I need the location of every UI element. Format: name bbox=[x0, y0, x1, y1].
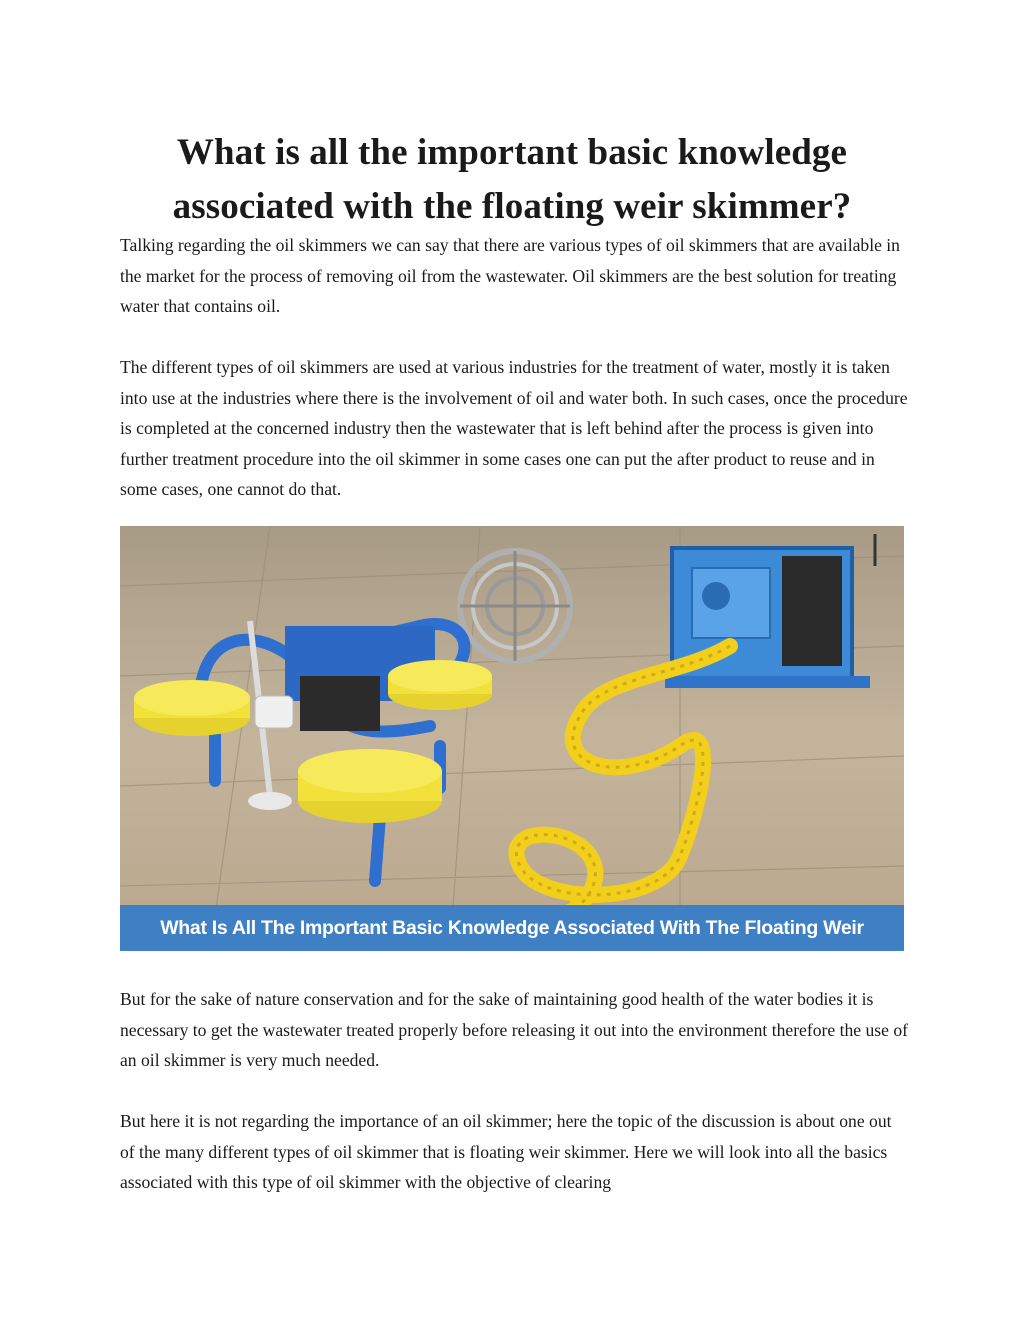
page-title bbox=[110, 126, 914, 234]
paragraph-1: Talking regarding the oil skimmers we can say that there are various types of oil skimmers that are available in the market for the process of removing oil from the wastewater. Oil skimmers are the best solution for treating water that contains oil. bbox=[120, 235, 900, 316]
skimmer-motor bbox=[300, 676, 380, 731]
figure-caption-banner: What Is All The Important Basic Knowledge Associated With The Floating Weir Skimmer? bbox=[120, 905, 904, 951]
float-right bbox=[388, 660, 492, 710]
float-front bbox=[298, 749, 442, 823]
paragraph-4: But here it is not regarding the importance of an oil skimmer; here the topic of the discussion is about one out of the many different types of oil skimmer that is floating weir skimmer. Here we will look into all the basics associated with this type of oil skimmer with the objective of clearing bbox=[120, 1111, 892, 1192]
hose-reel bbox=[460, 551, 570, 661]
title-line-1: What is all the important basic knowledge bbox=[176, 132, 848, 173]
skimmer-illustration bbox=[120, 526, 904, 951]
paragraph-3: But for the sake of nature conservation and for the sake of maintaining good health of the water bodies it is necessary to get the wastewater treated properly before releasing it out into the environment therefore the use of an oil skimmer is very much needed. bbox=[120, 989, 908, 1070]
float-left bbox=[134, 680, 250, 736]
paragraph-2: The different types of oil skimmers are used at various industries for the treatment of water, mostly it is taken into use at the industries where there is the involvement of oil and water both. In such cases, once the procedure is completed at the concerned industry then the wastewater that is left behind after the process is given into further treatment procedure into the oil skimmer in some cases one can put the after product to reuse and in some cases, one cannot do that. bbox=[120, 357, 908, 499]
skimmer-photo bbox=[120, 526, 904, 985]
title-line-2: associated with the floating weir skimmer? bbox=[172, 186, 852, 227]
